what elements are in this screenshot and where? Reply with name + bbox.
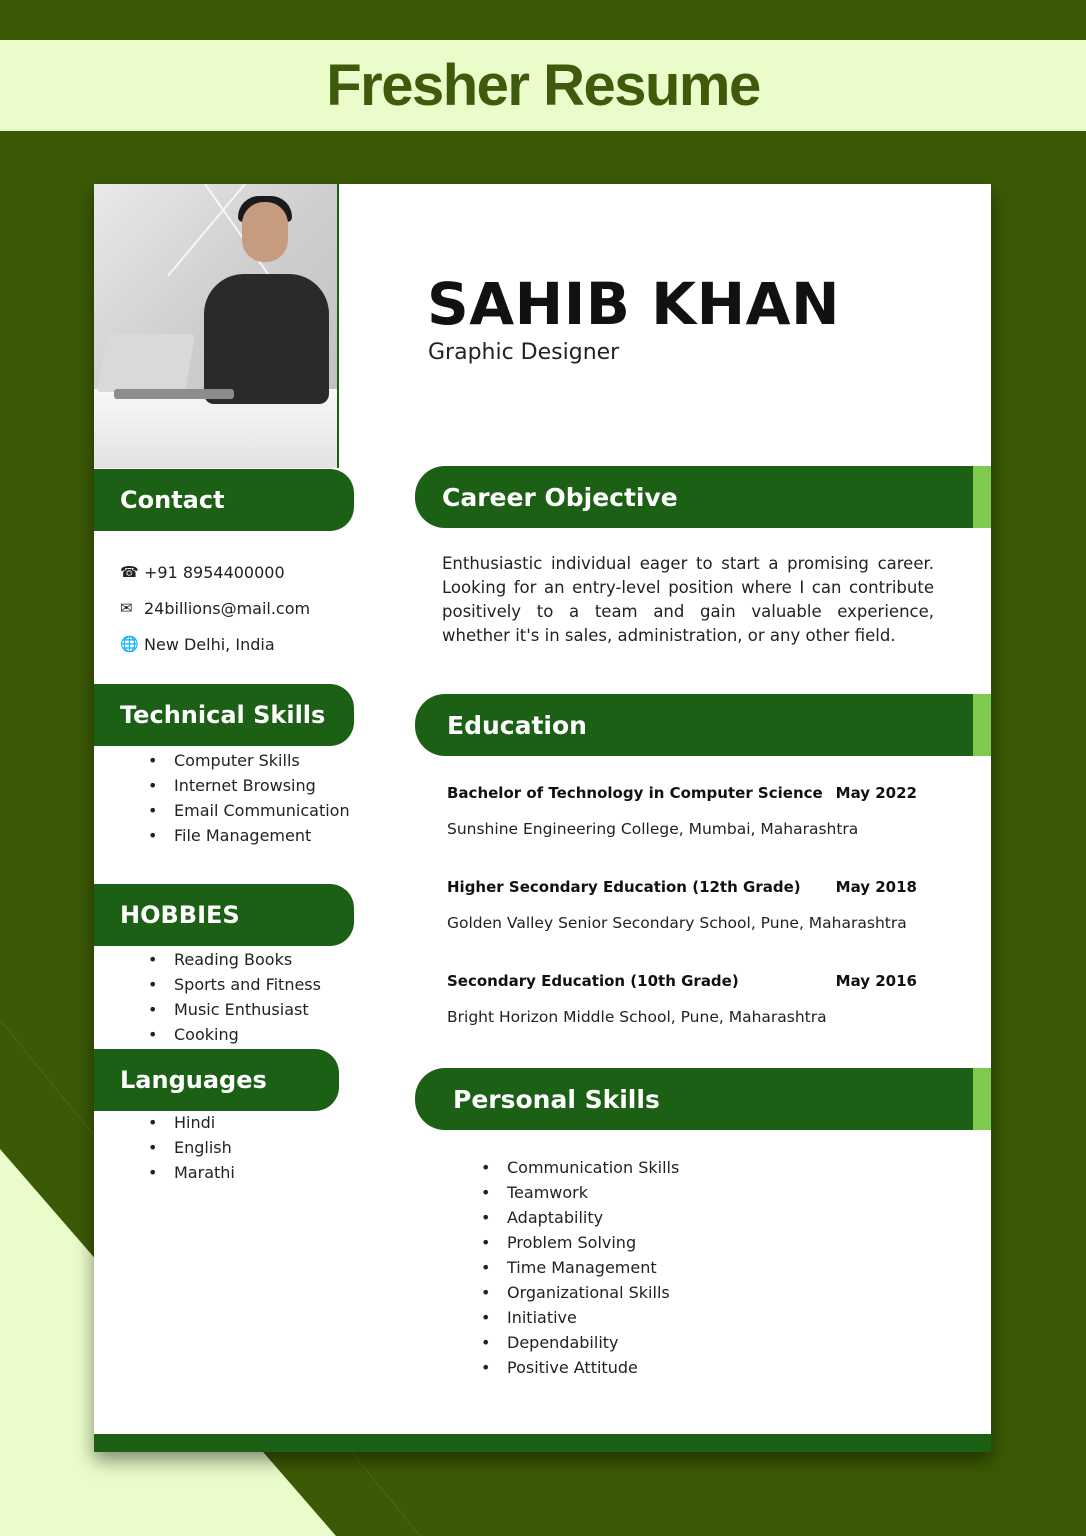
list-item: • Positive Attitude [507, 1355, 679, 1380]
personal-skills-heading: Personal Skills [415, 1068, 991, 1130]
list-item: • Dependability [507, 1330, 679, 1355]
contact-phone [120, 554, 310, 590]
contact-heading: Contact [94, 469, 354, 531]
contact-list [120, 554, 310, 662]
degree-date: May 2018 [835, 878, 917, 896]
list-item: • English [174, 1135, 235, 1160]
banner-title: Fresher Resume [326, 53, 760, 118]
card-footer-bar [94, 1434, 991, 1452]
degree-date: May 2016 [835, 972, 917, 990]
list-item: • Hindi [174, 1110, 235, 1135]
top-band [0, 0, 1086, 40]
career-objective-text: Enthusiastic individual eager to start a promising career. Looking for an entry-level position where I can contribute positively to a team and gain valuable experience, whether it's in sales, administration, or any other field. [442, 554, 934, 645]
school-name: Bright Horizon Middle School, Pune, Maharashtra [447, 1008, 827, 1026]
list-item: • Adaptability [507, 1205, 679, 1230]
list-item: • Computer Skills [174, 748, 350, 773]
list-item: • Internet Browsing [174, 773, 350, 798]
mail-icon: ✉ [120, 599, 133, 617]
school-name: Sunshine Engineering College, Mumbai, Maharashtra [447, 820, 859, 838]
contact-location [120, 626, 310, 662]
career-objective-heading: Career Objective [415, 466, 991, 528]
profile-photo [94, 184, 339, 468]
laptop-icon [97, 334, 195, 392]
languages-heading: Languages [94, 1049, 339, 1111]
globe-icon: 🌐 [120, 635, 139, 653]
location-text: New Delhi, India [144, 634, 275, 654]
phone-text: +91 8954400000 [144, 562, 285, 582]
degree-title: Bachelor of Technology in Computer Science [447, 784, 823, 802]
email-text: 24billions@mail.com [144, 598, 311, 618]
technical-skills-list [174, 748, 350, 848]
personal-skills-list [507, 1155, 679, 1380]
phone-icon: ☎ [120, 563, 139, 581]
hobbies-list [174, 947, 321, 1047]
contact-email [120, 590, 310, 626]
degree-date: May 2022 [835, 784, 917, 802]
list-item: • File Management [174, 823, 350, 848]
list-item: • Reading Books [174, 947, 321, 972]
list-item: • Cooking [174, 1022, 321, 1047]
list-item: • Teamwork [507, 1180, 679, 1205]
education-entry [447, 878, 917, 932]
list-item: • Communication Skills [507, 1155, 679, 1180]
education-heading: Education [415, 694, 991, 756]
list-item: • Problem Solving [507, 1230, 679, 1255]
education-entry [447, 972, 917, 1026]
list-item: • Time Management [507, 1255, 679, 1280]
person-role: Graphic Designer [428, 340, 620, 365]
education-entry [447, 784, 917, 838]
degree-title: Higher Secondary Education (12th Grade) [447, 878, 801, 896]
hobbies-heading: HOBBIES [94, 884, 354, 946]
degree-title: Secondary Education (10th Grade) [447, 972, 739, 990]
list-item: • Initiative [507, 1305, 679, 1330]
list-item: • Marathi [174, 1160, 235, 1185]
technical-skills-heading: Technical Skills [94, 684, 354, 746]
school-name: Golden Valley Senior Secondary School, Pune, Maharashtra [447, 914, 907, 932]
list-item: • Sports and Fitness [174, 972, 321, 997]
resume-card [94, 184, 991, 1452]
list-item: • Email Communication [174, 798, 350, 823]
list-item: • Music Enthusiast [174, 997, 321, 1022]
title-banner [0, 40, 1086, 131]
person-name: SAHIB KHAN [427, 270, 841, 338]
languages-list [174, 1110, 235, 1185]
list-item: • Organizational Skills [507, 1280, 679, 1305]
